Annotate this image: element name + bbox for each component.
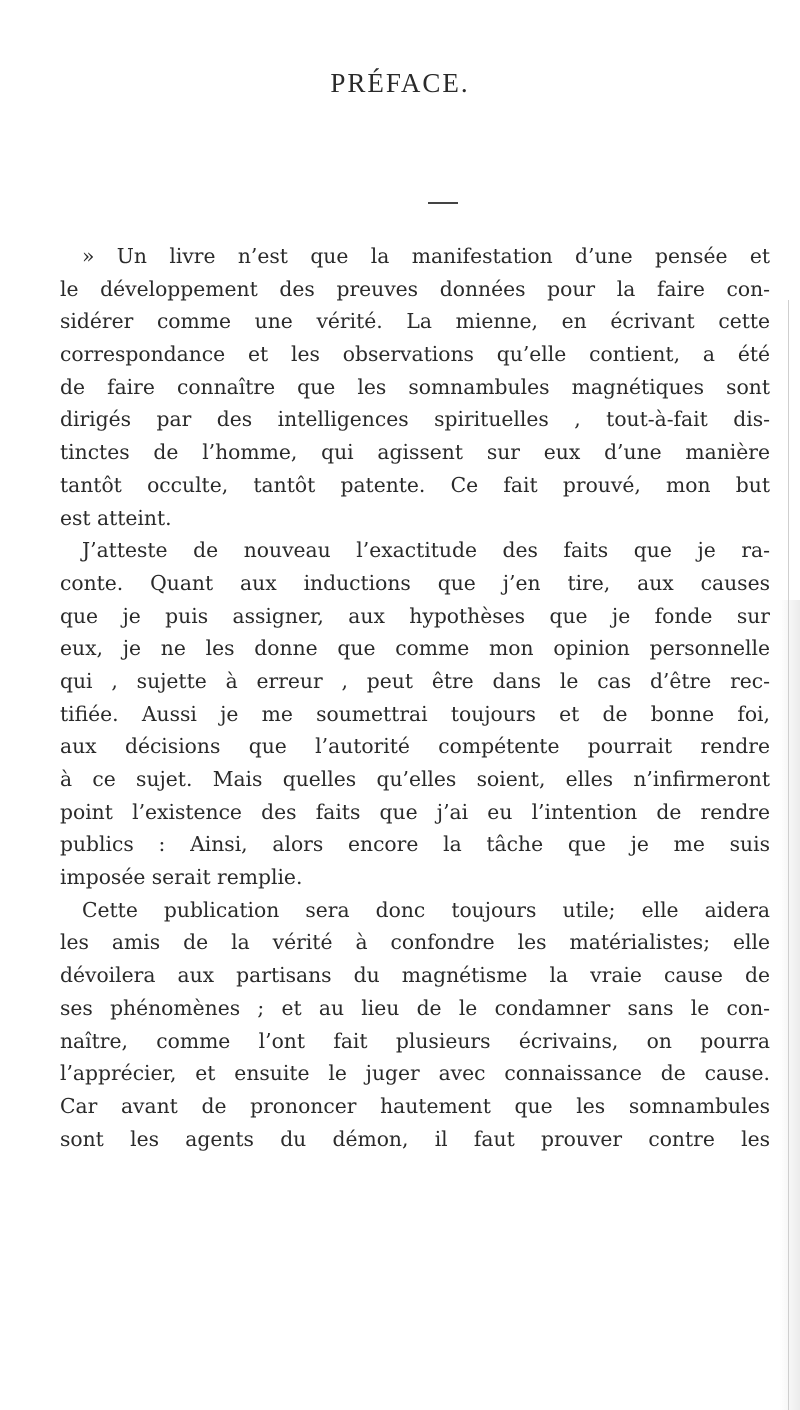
page-edge-line: [788, 300, 799, 1410]
text-line: naître, comme l’ont fait plusieurs écrivains, on pourra: [60, 1028, 770, 1053]
text-line: les amis de la vérité à confondre les matérialistes; elle: [60, 930, 770, 955]
text-line: tinctes de l’homme, qui agissent sur eux d’une manière: [60, 440, 770, 465]
text-line: correspondance et les observations qu’elle contient, a été: [60, 342, 770, 367]
text-line: eux, je ne les donne que comme mon opinion personnelle: [60, 636, 770, 661]
page-title: PRÉFACE.: [330, 68, 470, 98]
text-line: l’apprécier, et ensuite le juger avec connaissance de cause.: [60, 1061, 770, 1086]
text-line: tifiée. Aussi je me soumettrai toujours et de bonne foi,: [60, 701, 770, 726]
text-line: point l’existence des faits que j’ai eu l’intention de rendre: [60, 799, 770, 824]
text-line: que je puis assigner, aux hypothèses que je fonde sur: [60, 603, 770, 628]
text-line: conte. Quant aux inductions que j’en tire, aux causes: [60, 570, 770, 595]
text-line: le développement des preuves données pour la faire con-: [60, 276, 770, 301]
text-line: aux décisions que l’autorité compétente pourrait rendre: [60, 734, 770, 759]
text-line: est atteint.: [60, 505, 172, 530]
text-line: publics : Ainsi, alors encore la tâche que je me suis: [60, 832, 770, 857]
text-line: J’atteste de nouveau l’exactitude des faits que je ra-: [82, 538, 770, 563]
text-line: Cette publication sera donc toujours utile; elle aidera: [82, 897, 770, 922]
text-line: dévoilera aux partisans du magnétisme la vraie cause de: [60, 963, 770, 988]
text-line: à ce sujet. Mais quelles qu’elles soient, elles n’infirmeront: [60, 767, 770, 791]
text-line: dirigés par des intelligences spirituelles , tout-à-fait dis-: [60, 407, 770, 432]
text-line: » Un livre n’est que la manifestation d’une pensée et: [82, 244, 770, 268]
text-line: de faire connaître que les somnambules magnétiques sont: [60, 374, 770, 399]
text-line: ses phénomènes ; et au lieu de le condamner sans le con-: [60, 995, 770, 1020]
body-text: [60, 240, 770, 1155]
text-line: sidérer comme une vérité. La mienne, en écrivant cette: [60, 309, 770, 334]
text-line: sont les agents du démon, il faut prouver contre les: [60, 1126, 770, 1151]
text-line: imposée serait remplie.: [60, 865, 303, 890]
text-line: tantôt occulte, tantôt patente. Ce fait prouvé, mon but: [60, 472, 770, 497]
title-rule: [428, 202, 458, 204]
text-line: Car avant de prononcer hautement que les somnambules: [60, 1093, 770, 1118]
text-line: qui , sujette à erreur , peut être dans le cas d’être rec-: [60, 668, 770, 693]
